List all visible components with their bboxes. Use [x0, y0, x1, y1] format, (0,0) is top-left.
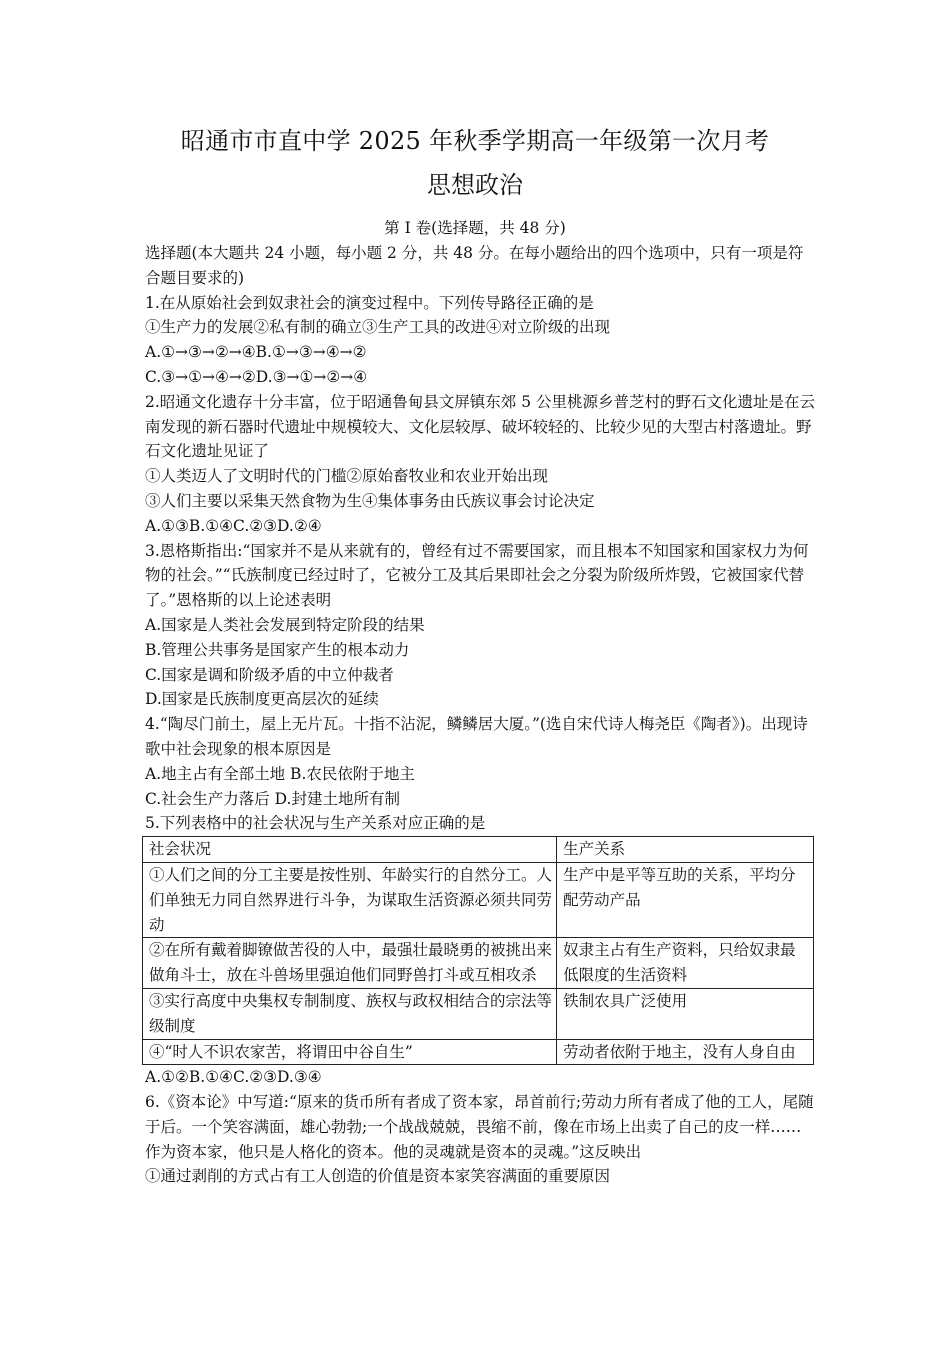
table-header-row	[143, 837, 814, 863]
question-2-options: A.①③B.①④C.②③D.②④	[145, 516, 322, 535]
question-2-stem: 2.昭通文化遗存十分丰富，位于昭通鲁甸县文屏镇东郊 5 公里桃源乡普芝村的野石文化遗址是在云南发现的新石器时代遗址中规模较大、文化层较厚、破坏较轻的、比较少见的大型古村落遗址。野石文化遗址见证了	[145, 392, 816, 461]
question-4	[145, 712, 815, 811]
question-1-items: ①生产力的发展②私有制的确立③生产工具的改进④对立阶级的出现	[145, 318, 611, 337]
exam-subject: 思想政治	[427, 171, 523, 199]
question-2	[145, 390, 815, 539]
question-3-option-a: A.国家是人类社会发展到特定阶段的结果	[145, 615, 425, 634]
question-4-options-cd: C.社会生产力落后 D.封建土地所有制	[145, 789, 400, 808]
question-2-items-12: ①人类迈人了文明时代的门槛②原始畜牧业和农业开始出现	[145, 467, 549, 486]
section-heading: 第 I 卷(选择题，共 48 分)	[384, 219, 566, 237]
question-6-stem: 6.《资本论》中写道:“原来的货币所有者成了资本家，昂首前行;劳动力所有者成了他的工人，尾随于后。一个笑容满面，雄心勃勃;一个战战兢兢，畏缩不前，像在市场上出卖了自己的皮一样……作为资本家，他只是人格化的资本。他的灵魂就是资本的灵魂。”这反映出	[145, 1093, 814, 1161]
table-cell: ②在所有戴着脚镣做苦役的人中，最强壮最晓勇的被挑出来做角斗士，放在斗兽场里强迫他们同野兽打斗或互相攻杀	[143, 938, 557, 989]
question-5-stem: 5.下列表格中的社会状况与生产关系对应正确的是	[145, 814, 486, 833]
question-1	[145, 291, 815, 390]
question-1-stem: 1.在从原始社会到奴隶社会的演变过程中。下列传导路径正确的是	[145, 293, 594, 312]
question-6	[145, 1090, 815, 1189]
question-3	[145, 539, 815, 713]
table-cell: ④“时人不识农家苦，将谓田中谷自生”	[143, 1039, 557, 1065]
table-row	[143, 862, 814, 937]
exam-body	[145, 241, 815, 1189]
question-6-item-1: ①通过剥削的方式占有工人创造的价值是资本家笑容满面的重要原因	[145, 1167, 611, 1186]
table-cell: 奴隶主占有生产资料，只给奴隶最低限度的生活资料	[557, 938, 814, 989]
question-3-option-b: B.管理公共事务是国家产生的根本动力	[145, 640, 410, 659]
instructions: 选择题(本大题共 24 小题，每小题 2 分，共 48 分。在每小题给出的四个选项中，只有一项是符合题目要求的)	[145, 244, 804, 287]
question-1-options-ab: A.①→③→②→④B.①→③→④→②	[145, 343, 367, 362]
table-cell: ①人们之间的分工主要是按性别、年龄实行的自然分工。人们单独无力同自然界进行斗争，为谋取生活资源必须共同劳动	[143, 862, 557, 937]
question-4-stem: 4.“陶尽门前土，屋上无片瓦。十指不沾泥，鳞鳞居大厦。”(选自宋代诗人梅尧臣《陶者》)。出现诗歌中社会现象的根本原因是	[145, 715, 808, 758]
table-header-cell: 生产关系	[557, 837, 814, 863]
exam-title: 昭通市市直中学 2025 年秋季学期高一年级第一次月考	[180, 127, 770, 155]
table-cell: ③实行高度中央集权专制制度、族权与政权相结合的宗法等级制度	[143, 988, 557, 1039]
question-1-options-cd: C.③→①→④→②D.③→①→②→④	[145, 367, 368, 386]
question-4-options-ab: A.地主占有全部土地 B.农民依附于地主	[145, 764, 415, 783]
question-5	[145, 811, 815, 1090]
table-row	[143, 988, 814, 1039]
table-cell: 生产中是平等互助的关系，平均分配劳动产品	[557, 862, 814, 937]
table-row	[143, 1039, 814, 1065]
table-cell: 劳动者依附于地主，没有人身自由	[557, 1039, 814, 1065]
question-5-table	[142, 836, 814, 1065]
question-5-options: A.①②B.①④C.②③D.③④	[145, 1068, 322, 1087]
question-3-option-c: C.国家是调和阶级矛盾的中立仲裁者	[145, 665, 394, 684]
question-3-stem: 3.恩格斯指出:“国家并不是从来就有的，曾经有过不需要国家，而且根本不知国家和国家权力为何物的社会。”“氏族制度已经过时了，它被分工及其后果即社会之分裂为阶级所炸毁，它被国家代替了。”恩格斯的以上论述表明	[145, 541, 809, 610]
table-row	[143, 938, 814, 989]
question-3-option-d: D.国家是氏族制度更高层次的延续	[145, 690, 379, 709]
table-cell: 铁制农具广泛使用	[557, 988, 814, 1039]
question-2-items-34: ③人们主要以采集天然食物为生④集体事务由氏族议事会讨论决定	[145, 491, 595, 510]
table-header-cell: 社会状况	[143, 837, 557, 863]
